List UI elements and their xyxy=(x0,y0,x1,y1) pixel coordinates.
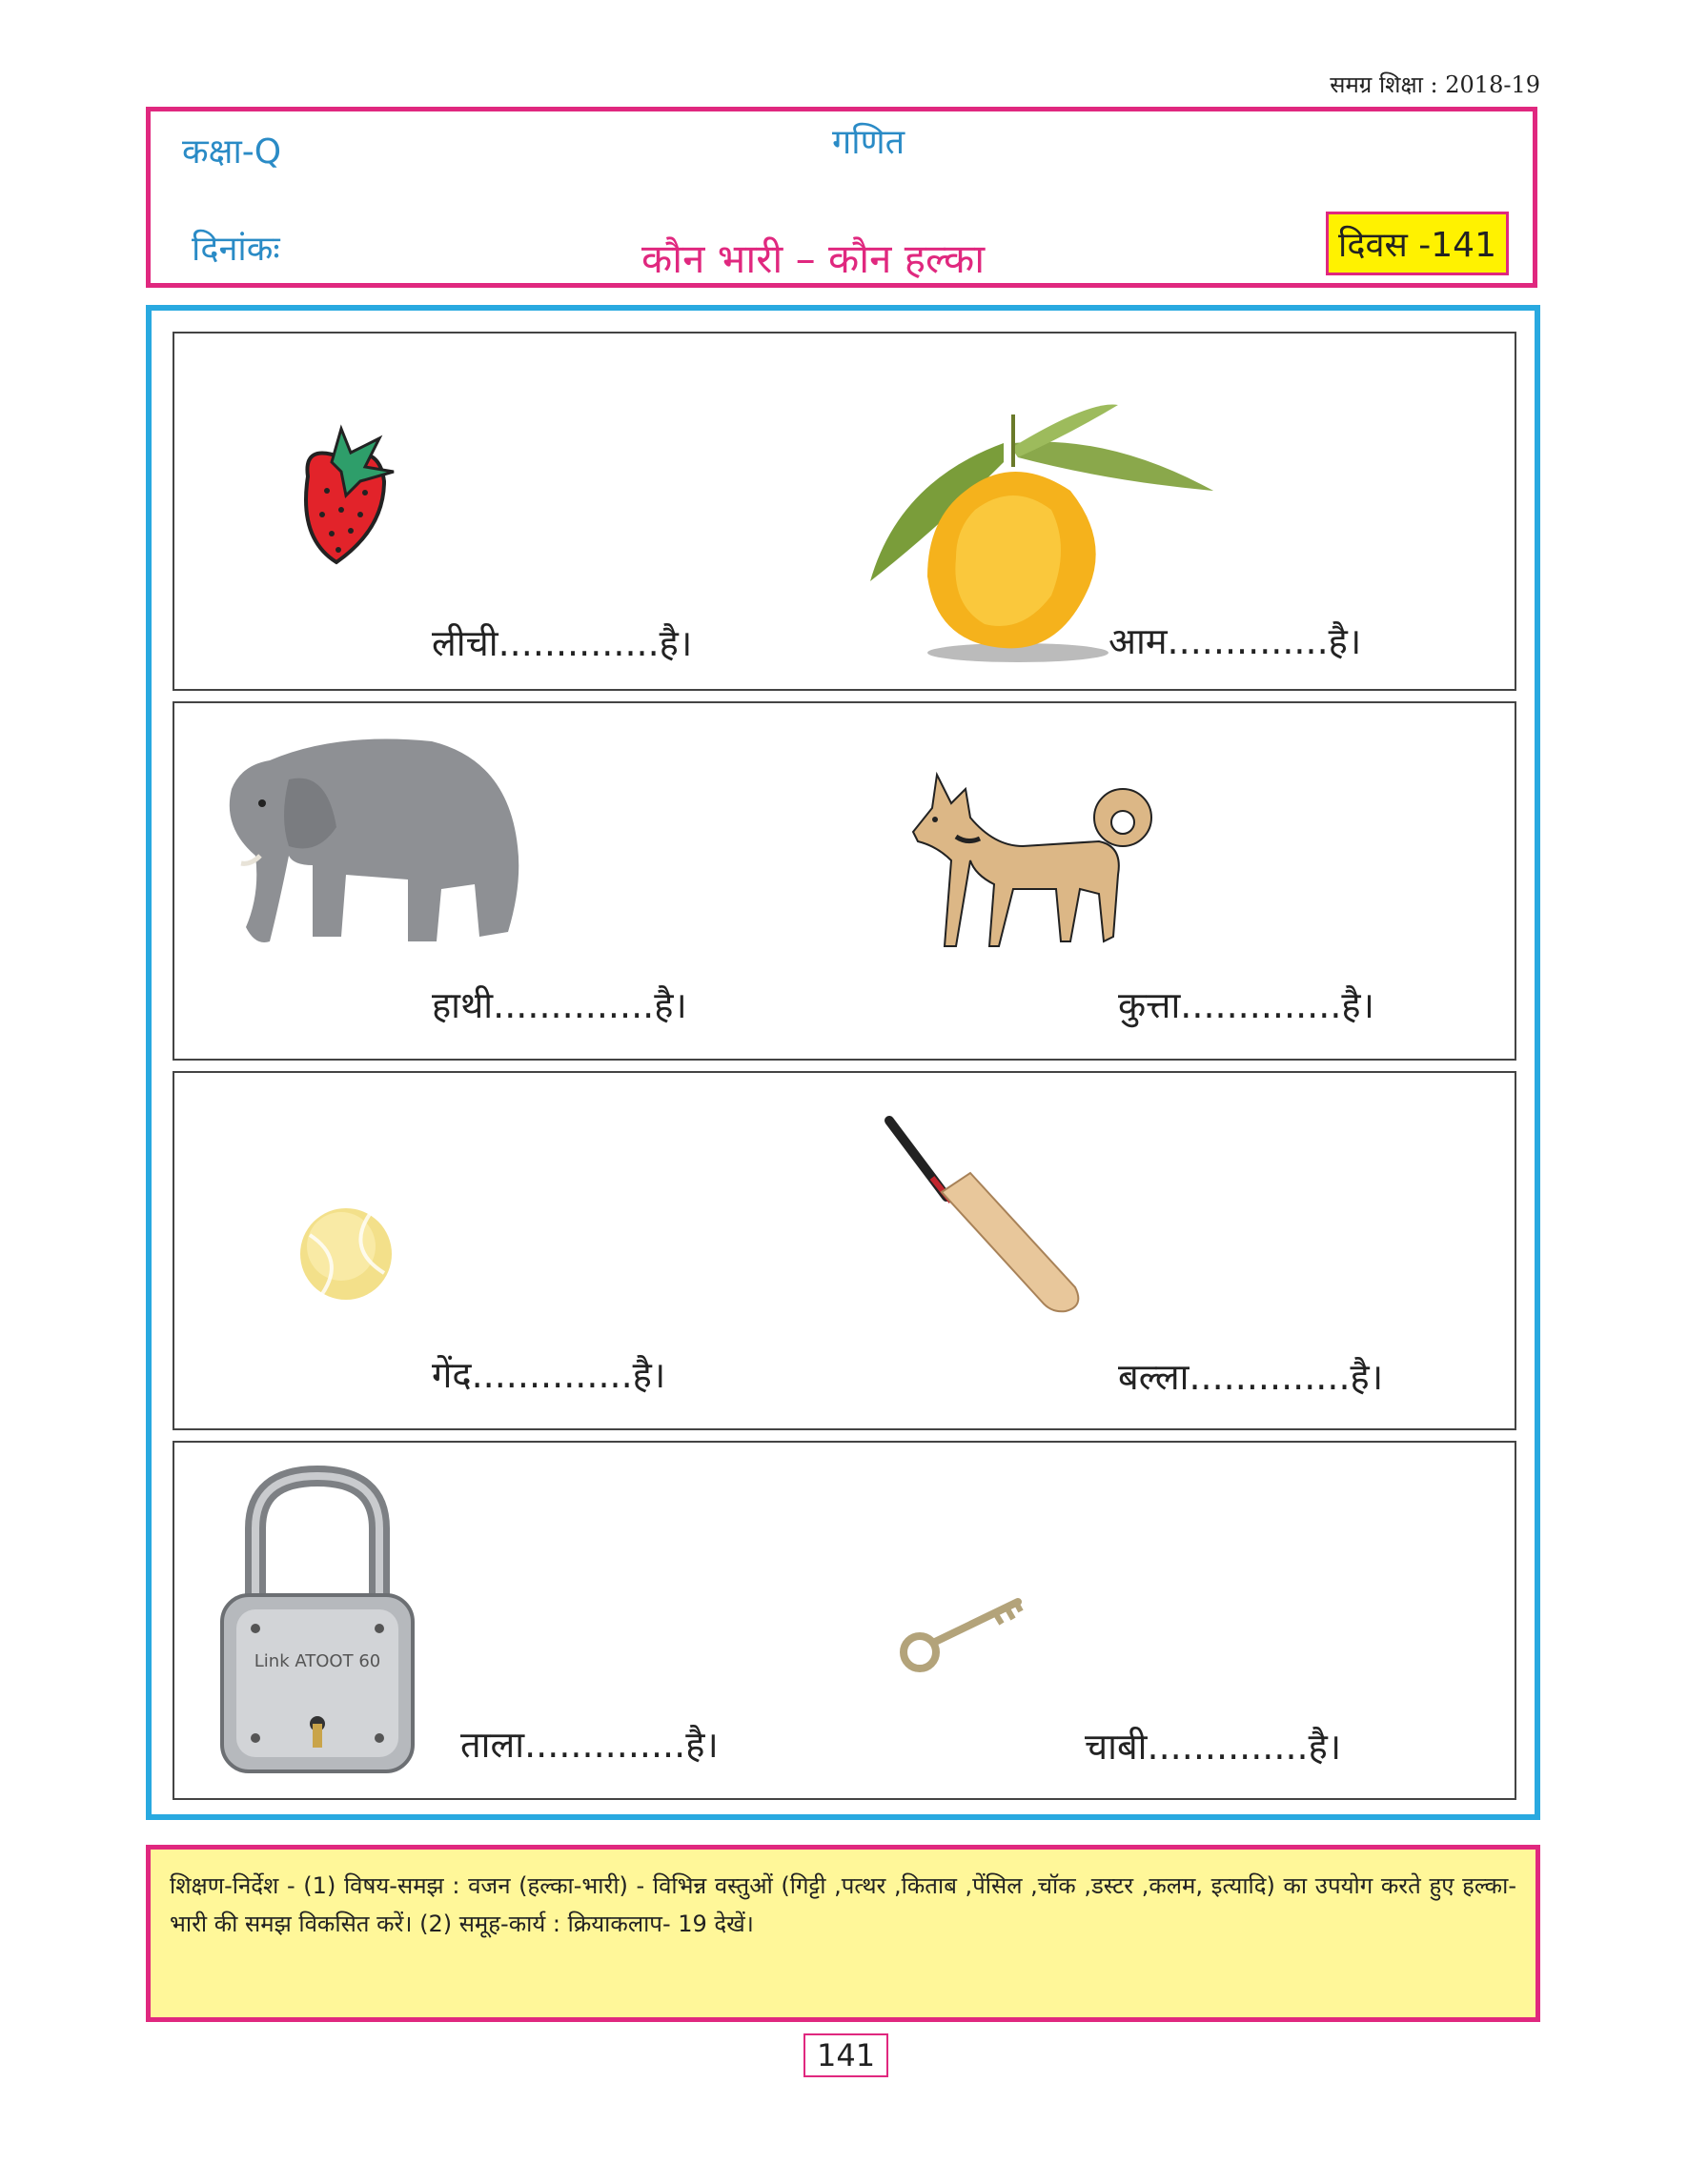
date-label: दिनांकः xyxy=(192,230,280,269)
sentence-elephant: हाथी..............है। xyxy=(432,984,687,1026)
sentence-bat: बल्ला..............है। xyxy=(1118,1356,1384,1398)
sentence-dog: कुत्ता..............है। xyxy=(1118,984,1374,1026)
worksheet-row-1 xyxy=(173,332,1516,691)
sentence-mango: आम..............है। xyxy=(1108,620,1362,662)
sentence-lock: ताला..............है। xyxy=(460,1724,719,1766)
day-badge: दिवस -141 xyxy=(1326,212,1509,275)
instructions-text: शिक्षण-निर्देश - (1) विषय-समझ : वजन (हल्का-भारी) - विभिन्न वस्तुओं (गिट्टी ,पत्थर ,किताब ,पेंसिल ,चॉक ,डस्टर ,कलम, इत्यादि) का उपयोग करते हुए हल्का-भारी की समझ विकसित करें। (2) समूह-कार्य : क्रियाकलाप- 19 देखें। xyxy=(170,1872,1516,1937)
sentence-ball: गेंद..............है। xyxy=(432,1354,666,1396)
sentence-lychee: लीची..............है। xyxy=(432,622,693,664)
worksheet-row-4 xyxy=(173,1441,1516,1800)
sentence-key: चाबी..............है। xyxy=(1085,1726,1342,1768)
class-label: कक्षा-Q xyxy=(182,132,282,172)
worksheet-row-3 xyxy=(173,1071,1516,1430)
lock-icon xyxy=(217,1462,417,1776)
series-label: समग्र शिक्षा : 2018-19 xyxy=(1330,71,1540,98)
page-number: 141 xyxy=(803,2033,888,2077)
worksheet-frame xyxy=(146,305,1540,1820)
ball-icon xyxy=(298,1206,394,1302)
subject-label: गणित xyxy=(832,123,905,162)
strawberry-icon xyxy=(289,424,403,567)
elephant-icon xyxy=(203,722,527,961)
bat-icon xyxy=(880,1111,1089,1321)
dog-icon xyxy=(899,770,1156,961)
worksheet-row-2 xyxy=(173,701,1516,1061)
page-title: कौन भारी – कौन हल्का xyxy=(641,235,986,282)
lock-brand-text: Link ATOOT 60 xyxy=(254,1651,381,1671)
instructions-box xyxy=(146,1845,1540,2022)
key-icon xyxy=(899,1590,1032,1676)
header-box xyxy=(146,107,1537,288)
